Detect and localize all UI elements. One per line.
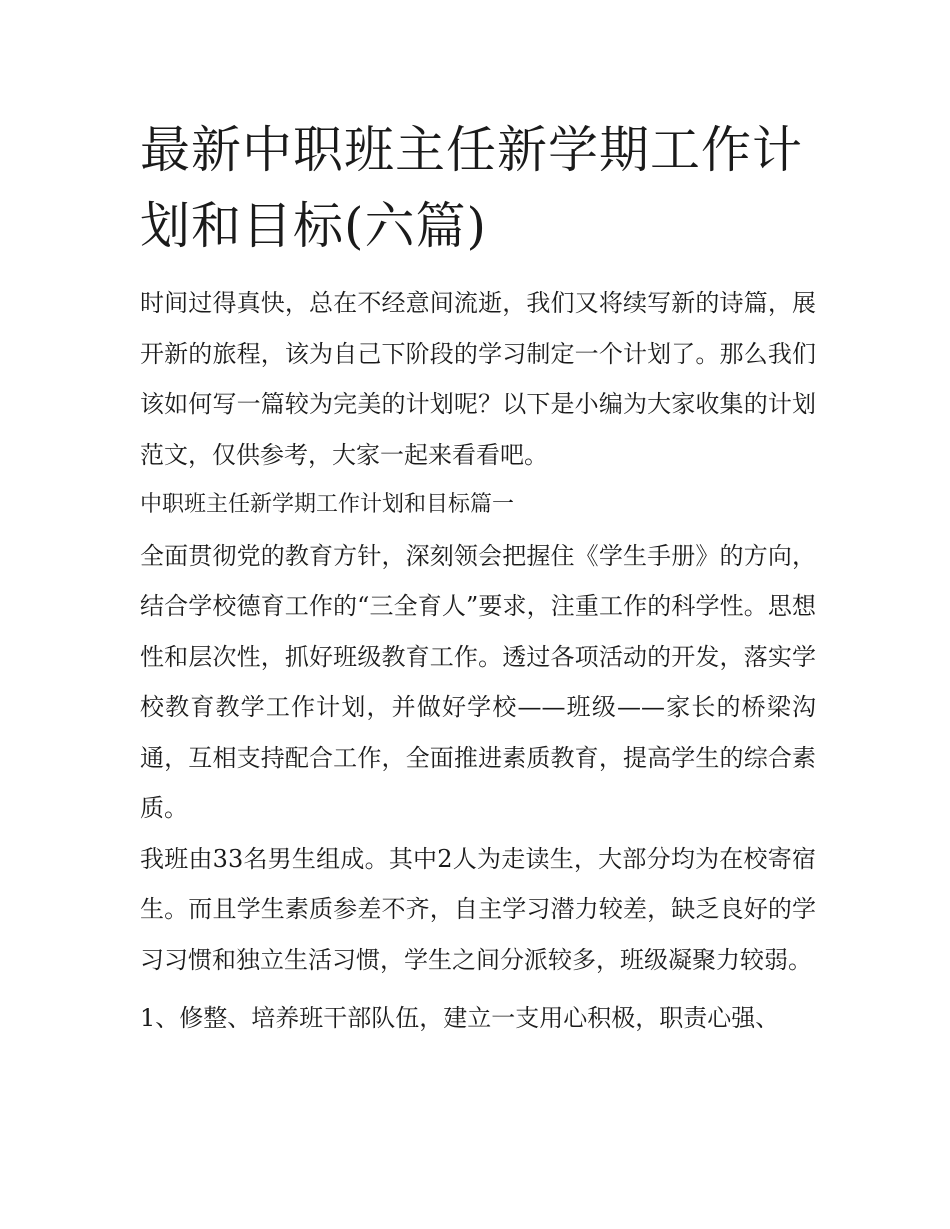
body-paragraph-1: 全面贯彻党的教育方针，深刻领会把握住《学生手册》的方向，结合学校德育工作的“三全育人”要求，注重工作的科学性。思想性和层次性，抓好班级教育工作。透过各项活动的开发，落实学校教育教学工作计划，并做好学校——班级——家长的桥梁沟通，互相支持配合工作，全面推进素质教育，提高学生的综合素质。 bbox=[140, 541, 816, 822]
body-paragraph-2: 我班由33名男生组成。其中2人为走读生，大部分均为在校寄宿生。而且学生素质参差不齐，自主学习潜力较差，缺乏良好的学习习惯和独立生活习惯，学生之间分派较多，班级凝聚力较弱。 bbox=[140, 844, 816, 974]
document-page bbox=[140, 112, 816, 1044]
document-title: 最新中职班主任新学期工作计划和目标(六篇) bbox=[140, 121, 803, 255]
section-heading: 中职班主任新学期工作计划和目标篇一 bbox=[140, 492, 515, 517]
intro-paragraph: 时间过得真快，总在不经意间流逝，我们又将续写新的诗篇，展开新的旅程，该为自己下阶段的学习制定一个计划了。那么我们该如何写一篇较为完美的计划呢？以下是小编为大家收集的计划范文，仅供参考，大家一起来看看吧。 bbox=[140, 289, 816, 469]
list-item-1: 1、修整、培养班干部队伍，建立一支用心积极，职责心强、 bbox=[140, 1004, 780, 1032]
